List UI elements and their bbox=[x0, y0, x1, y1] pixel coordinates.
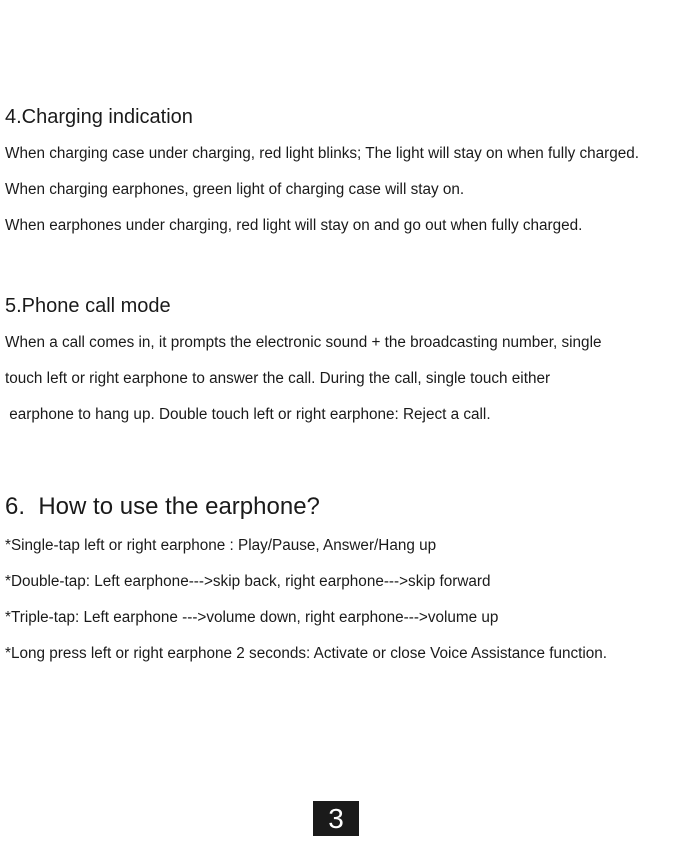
paragraph-line: touch left or right earphone to answer the call. During the call, single touch either bbox=[5, 370, 551, 387]
list-item: *Triple-tap: Left earphone --->volume down, right earphone--->volume up bbox=[5, 609, 499, 626]
paragraph-line: When charging case under charging, red light blinks; The light will stay on when fully charged. bbox=[5, 145, 640, 162]
list-item: *Single-tap left or right earphone : Play/Pause, Answer/Hang up bbox=[5, 537, 437, 554]
page-number: 3 bbox=[313, 801, 359, 836]
list-item: *Double-tap: Left earphone--->skip back, right earphone--->skip forward bbox=[5, 573, 491, 590]
paragraph-line: When charging earphones, green light of charging case will stay on. bbox=[5, 181, 465, 198]
list-item: *Long press left or right earphone 2 seconds: Activate or close Voice Assistance function. bbox=[5, 645, 608, 662]
section-heading-phone-call-mode: 5.Phone call mode bbox=[5, 295, 171, 317]
section-heading-how-to-use: 6. How to use the earphone? bbox=[5, 493, 320, 520]
paragraph-line: earphone to hang up. Double touch left or right earphone: Reject a call. bbox=[5, 406, 491, 423]
paragraph-line: When a call comes in, it prompts the electronic sound + the broadcasting number, single bbox=[5, 334, 602, 351]
section-heading-charging-indication: 4.Charging indication bbox=[5, 106, 193, 128]
paragraph-line: When earphones under charging, red light will stay on and go out when fully charged. bbox=[5, 217, 583, 234]
